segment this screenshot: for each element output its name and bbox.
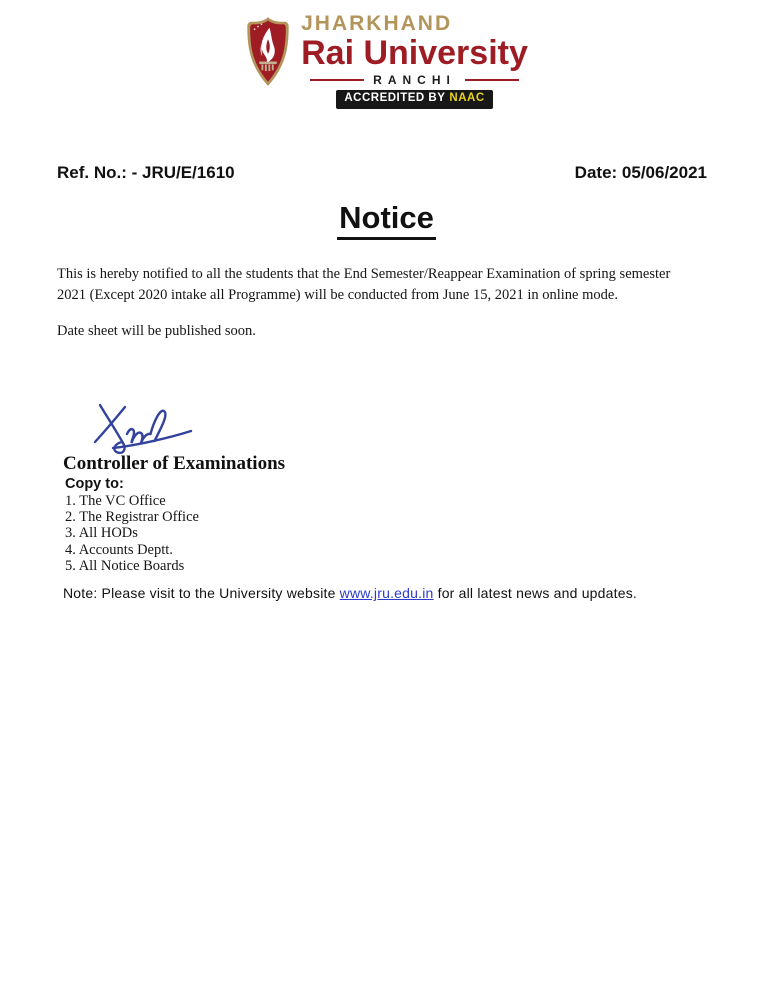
logo-university-name: Rai University (301, 34, 528, 73)
logo-city-row (301, 74, 528, 86)
signer-title: Controller of Examinations (63, 453, 286, 474)
website-link[interactable]: www.jru.edu.in (339, 585, 434, 601)
rule-right (465, 79, 519, 81)
notice-body-paragraph (57, 264, 737, 306)
meta-row (57, 163, 707, 183)
copy-to-item: 1. The VC Office (65, 493, 166, 509)
ref-number: Ref. No.: - JRU/E/1610 (57, 163, 235, 182)
copy-to-item: 5. All Notice Boards (65, 557, 185, 574)
notice-title: Notice (337, 201, 436, 240)
logo-city-name: RANCHI (373, 72, 456, 87)
note-suffix: for all latest news and updates. (433, 585, 638, 601)
website-note (63, 585, 637, 601)
copy-to-label: Copy to: (65, 476, 124, 492)
body-line-2: 2021 (Except 2020 intake all Programme) will be conducted from June 15, 2021 in online mode. (57, 287, 618, 303)
badge-prefix-text: ACCREDITED BY (344, 91, 446, 104)
university-crest-icon (245, 14, 291, 89)
datesheet-paragraph: Date sheet will be published soon. (57, 323, 256, 339)
badge-naac-text: NAAC (449, 91, 485, 104)
date: Date: 05/06/2021 (574, 163, 707, 182)
copy-to-list (65, 493, 199, 574)
rule-left (310, 79, 364, 81)
logo-state-name: JHARKHAND (301, 12, 453, 35)
signature-ink (84, 398, 196, 456)
copy-to-item: 2. The Registrar Office (65, 509, 199, 526)
university-logo-text (301, 13, 528, 109)
naac-accreditation-badge (336, 90, 492, 109)
university-logo (0, 13, 773, 109)
note-prefix: Note: Please visit to the University website (63, 585, 340, 601)
copy-to-item: 3. All HODs (65, 525, 138, 542)
body-line-1: This is hereby notified to all the students that the End Semester/Reappear Examination of spring semester (57, 266, 671, 282)
copy-to-item: 4. Accounts Deptt. (65, 541, 173, 558)
